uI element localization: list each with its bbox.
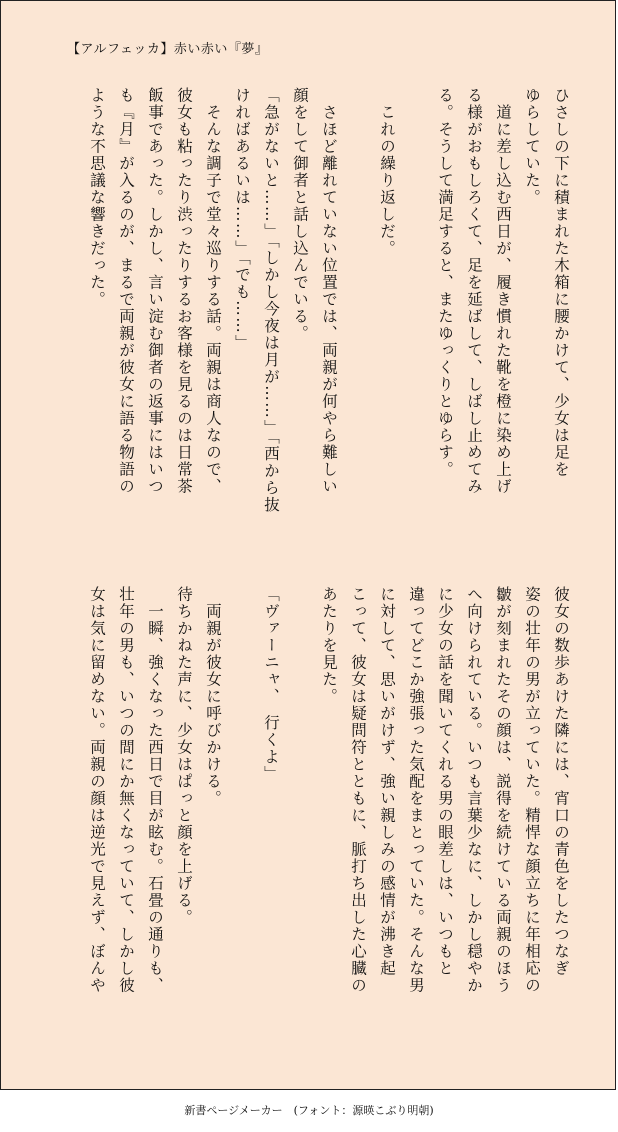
text-line: へ向けられている。いつも言葉少なに、しかし穏やか xyxy=(465,586,483,994)
text-line: あたりを見た。 xyxy=(320,586,338,705)
text-line: 彼女も粘ったり渋ったりするお客様を見るのは日常茶 xyxy=(175,87,193,495)
text-line: 壮年の男も、いつの間にか無くなっていて、しかし彼 xyxy=(117,586,135,994)
text-line: 違ってどこか強張った気配をまとっていた。そんな男 xyxy=(407,586,425,994)
text-line: 両親が彼女に呼びかける。 xyxy=(204,586,222,807)
text-line: こって、彼女は疑問符とともに、脈打ち出した心臓の xyxy=(349,586,367,994)
text-line: 「急がないと……」「しかし今夜は月が……」「西から抜 xyxy=(262,87,280,514)
text-line: 姿の壮年の男が立っていた。精悍な顔立ちに年相応の xyxy=(523,586,541,994)
text-line: ような不思議な響きだった。 xyxy=(88,87,106,308)
text-line: る様がおもしろくて、足を延ばして、しばし止めてみ xyxy=(465,87,483,495)
text-line: 「ヴァーニャ、 行くよ」 xyxy=(262,586,280,783)
blank-line xyxy=(343,87,372,517)
text-line: る。そうして満足すると、またゆっくりとゆらす。 xyxy=(436,87,454,478)
text-line: 待ちかねた声に、少女はぱっと顔を上げる。 xyxy=(175,586,193,926)
text-column-bottom xyxy=(55,586,575,1006)
text-line: 飯事であった。しかし、言い淀む御者の返事にはいつ xyxy=(146,87,164,495)
text-line: に対して、思いがけず、強い親しみの感情が沸き起 xyxy=(378,586,396,977)
text-line: さほど離れていない位置では、両親が何やら難しい xyxy=(320,87,338,495)
text-line: も『月』が入るのが、まるで両親が彼女に語る物語の xyxy=(117,87,135,495)
text-line: ければあるいは……」「でも……」 xyxy=(233,87,251,352)
blank-line xyxy=(227,586,256,1006)
text-line: 顔をして御者と話し込んでいる。 xyxy=(291,87,309,342)
text-line: これの繰り返しだ。 xyxy=(378,87,396,257)
text-line: 女は気に留めない。両親の顔は逆光で見えず、ぼんや xyxy=(88,586,106,994)
blank-line xyxy=(285,586,314,1006)
text-line: 彼女の数歩あけた隣には、宵口の青色をしたつなぎ xyxy=(552,586,570,977)
text-line: 皺が刻まれたその顔は、説得を続けている両親のほう xyxy=(494,586,512,994)
text-column-top xyxy=(55,87,575,517)
text-line: 道に差し込む西日が、履き慣れた靴を橙に染め上げ xyxy=(494,87,512,495)
footer-credit: 新書ページメーカー (フォント：源暎こぶり明朝) xyxy=(184,1104,434,1117)
blank-line xyxy=(401,87,430,517)
text-line: 一瞬、強くなった西日で目が眩む。石畳の通りも、 xyxy=(146,586,164,994)
text-line: に少女の話を聞いてくれる男の眼差しは、いつもと xyxy=(436,586,454,977)
text-line: ひさしの下に積まれた木箱に腰かけて、少女は足を xyxy=(552,87,570,478)
running-head: 【アルフェッカ】赤い赤い『夢』 xyxy=(67,42,269,57)
text-line: ゆらしていた。 xyxy=(523,87,541,206)
text-line: そんな調子で堂々巡りする話。両親は商人なので、 xyxy=(204,87,222,495)
